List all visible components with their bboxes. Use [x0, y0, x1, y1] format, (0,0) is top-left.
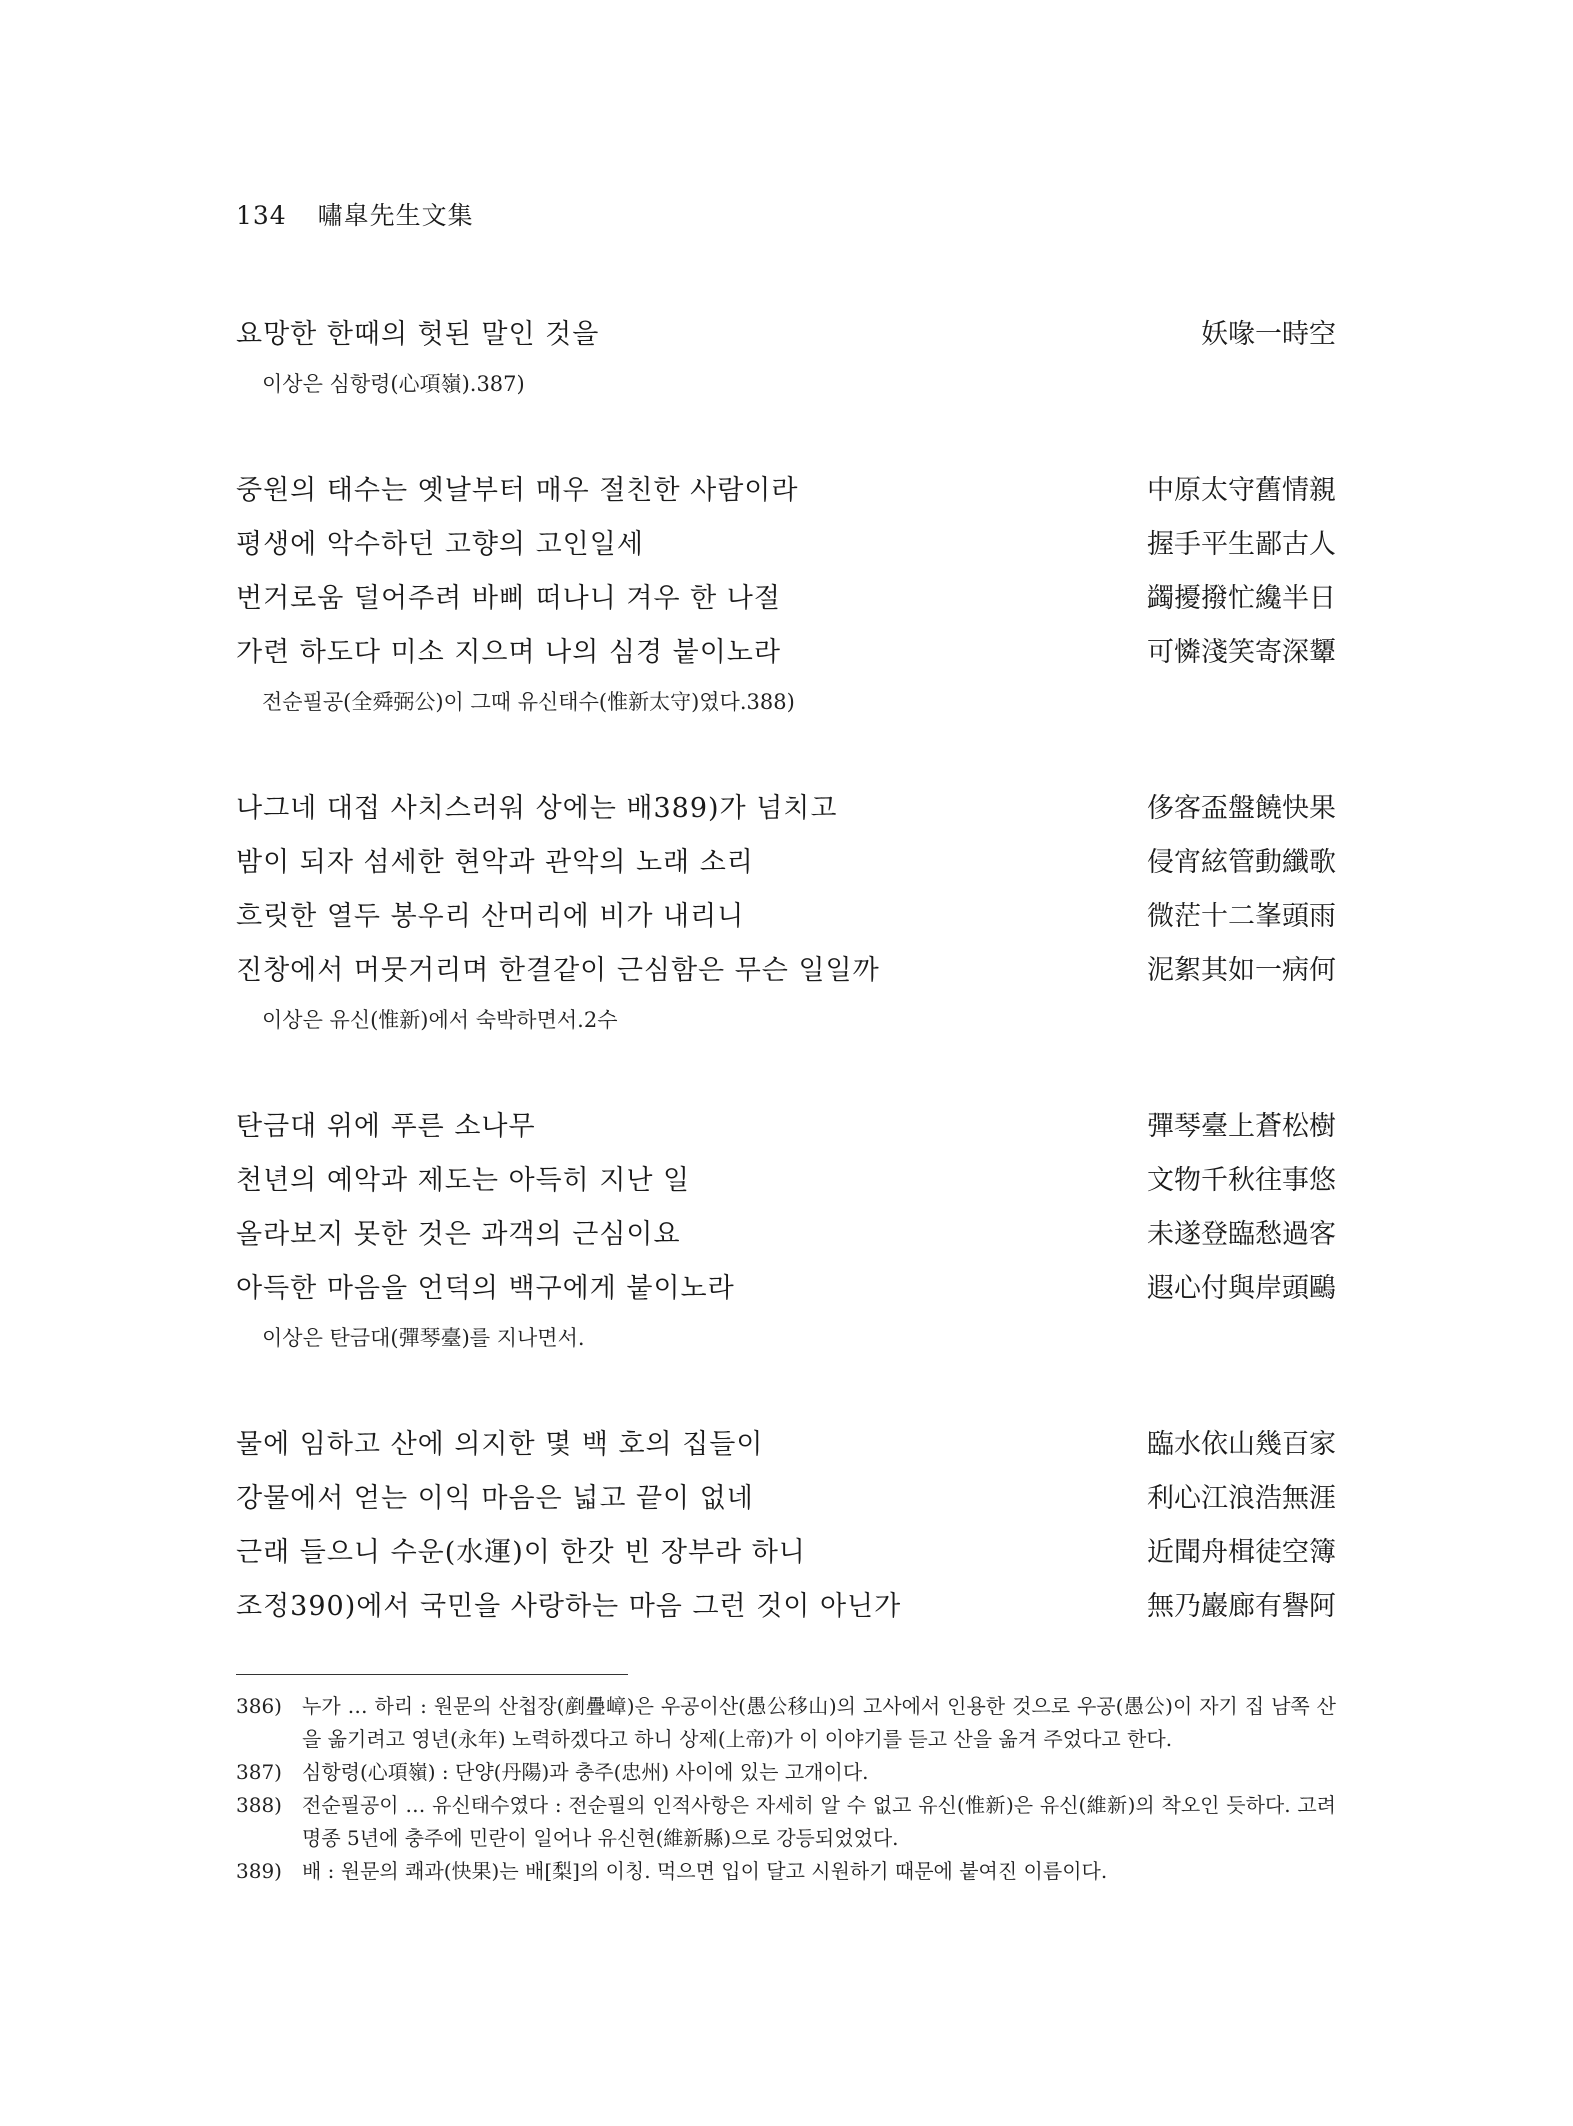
korean-translation: 강물에서 얻는 이익 마음은 넓고 끝이 없네 — [236, 1483, 754, 1514]
chinese-original: 遐心付與岸頭鷗 — [1147, 1273, 1336, 1304]
verse-line — [236, 1154, 1336, 1208]
chinese-original: 泥絮其如一病何 — [1147, 955, 1336, 986]
verse-line — [236, 1208, 1336, 1262]
verse-line — [236, 1526, 1336, 1580]
verse-line — [236, 464, 1336, 518]
korean-translation: 가련 하도다 미소 지으며 나의 심경 붙이노라 — [236, 637, 781, 668]
verse-line — [236, 1262, 1336, 1316]
stanza — [236, 308, 1336, 406]
chinese-original: 侈客盃盤饒快果 — [1147, 793, 1336, 824]
footnote-text: 심항령(心項嶺) : 단양(丹陽)과 충주(忠州) 사이에 있는 고개이다. — [302, 1760, 869, 1784]
korean-translation: 흐릿한 열두 봉우리 산머리에 비가 내리니 — [236, 901, 745, 932]
korean-translation: 요망한 한때의 헛된 말인 것을 — [236, 319, 600, 350]
chinese-original: 侵宵絃管動纖歌 — [1147, 847, 1336, 878]
poem-body — [236, 308, 1336, 1692]
footnote-number: 389) — [236, 1859, 282, 1883]
korean-translation: 진창에서 머뭇거리며 한결같이 근심함은 무슨 일일까 — [236, 955, 880, 986]
footnotes — [236, 1690, 1336, 1888]
verse-line — [236, 572, 1336, 626]
chinese-original: 臨水依山幾百家 — [1147, 1429, 1336, 1460]
korean-translation: 탄금대 위에 푸른 소나무 — [236, 1111, 536, 1142]
korean-translation: 조정390)에서 국민을 사랑하는 마음 그런 것이 아닌가 — [236, 1591, 902, 1622]
chinese-original: 利心江浪浩無涯 — [1147, 1483, 1336, 1514]
verse-line — [236, 1100, 1336, 1154]
korean-translation: 근래 들으니 수운(水運)이 한갓 빈 장부라 하니 — [236, 1537, 806, 1568]
korean-translation: 나그네 대접 사치스러워 상에는 배389)가 넘치고 — [236, 793, 838, 824]
stanza — [236, 1100, 1336, 1360]
chinese-original: 中原太守舊情親 — [1147, 475, 1336, 506]
chinese-original: 近聞舟楫徒空簿 — [1147, 1537, 1336, 1568]
korean-translation: 번거로움 덜어주려 바삐 떠나니 겨우 한 나절 — [236, 583, 781, 614]
korean-translation: 밤이 되자 섬세한 현악과 관악의 노래 소리 — [236, 847, 754, 878]
korean-translation: 물에 임하고 산에 의지한 몇 백 호의 집들이 — [236, 1429, 764, 1460]
footnote — [236, 1756, 1336, 1789]
korean-translation: 아득한 마음을 언덕의 백구에게 붙이노라 — [236, 1273, 735, 1304]
korean-translation: 천년의 예악과 제도는 아득히 지난 일 — [236, 1165, 691, 1196]
chinese-original: 微茫十二峯頭雨 — [1147, 901, 1336, 932]
verse-line — [236, 518, 1336, 572]
page-number: 134 — [236, 201, 287, 230]
chinese-original: 文物千秋往事悠 — [1147, 1165, 1336, 1196]
chinese-original: 蠲擾撥忙纔半日 — [1147, 583, 1336, 614]
verse-line — [236, 1418, 1336, 1472]
footnote — [236, 1789, 1336, 1855]
verse-line — [236, 1580, 1336, 1634]
footnote-text: 배 : 원문의 쾌과(快果)는 배[梨]의 이칭. 먹으면 입이 달고 시원하기 때문에 붙여진 이름이다. — [302, 1859, 1108, 1883]
stanza-note: 이상은 심항령(心項嶺).387) — [262, 372, 525, 396]
chinese-original: 未遂登臨愁過客 — [1147, 1219, 1336, 1250]
chinese-original: 妖喙一時空 — [1201, 319, 1336, 350]
stanza — [236, 464, 1336, 724]
footnote-text: 누가 … 하리 : 원문의 산첩장(剷疊嶂)은 우공이산(愚公移山)의 고사에서 인용한 것으로 우공(愚公)이 자기 집 남쪽 산을 옮기려고 영년(永年) 노력하겠다고 하니 상제(上帝)가 이 이야기를 듣고 산을 옮겨 주었다고 한다. — [302, 1694, 1336, 1751]
verse-line — [236, 308, 1336, 362]
korean-translation: 중원의 태수는 옛날부터 매우 절친한 사람이라 — [236, 475, 799, 506]
running-header — [236, 196, 474, 232]
chinese-original: 可憐淺笑寄深顰 — [1147, 637, 1336, 668]
verse-line — [236, 890, 1336, 944]
chinese-original: 握手平生鄙古人 — [1147, 529, 1336, 560]
footnote-number: 387) — [236, 1760, 282, 1784]
korean-translation: 평생에 악수하던 고향의 고인일세 — [236, 529, 644, 560]
chinese-original: 彈琴臺上蒼松樹 — [1147, 1111, 1336, 1142]
verse-line — [236, 836, 1336, 890]
stanza — [236, 1418, 1336, 1634]
verse-line — [236, 626, 1336, 680]
verse-line — [236, 944, 1336, 998]
korean-translation: 올라보지 못한 것은 과객의 근심이요 — [236, 1219, 681, 1250]
stanza-note: 전순필공(全舜弼公)이 그때 유신태수(惟新太守)였다.388) — [262, 690, 795, 714]
footnote-text: 전순필공이 … 유신태수였다 : 전순필의 인적사항은 자세히 알 수 없고 유신(惟新)은 유신(維新)의 착오인 듯하다. 고려 명종 5년에 충주에 민란이 일어나 유신현(維新縣)으로 강등되었었다. — [302, 1793, 1336, 1850]
footnote-divider — [236, 1674, 628, 1675]
footnote-number: 386) — [236, 1694, 282, 1718]
book-title: 嘯皐先生文集 — [317, 201, 474, 230]
stanza-note: 이상은 유신(惟新)에서 숙박하면서.2수 — [262, 1008, 618, 1032]
stanza — [236, 782, 1336, 1042]
footnote — [236, 1690, 1336, 1756]
stanza-note: 이상은 탄금대(彈琴臺)를 지나면서. — [262, 1326, 585, 1350]
footnote-number: 388) — [236, 1793, 282, 1817]
verse-line — [236, 1472, 1336, 1526]
verse-line — [236, 782, 1336, 836]
chinese-original: 無乃巖廊有譽阿 — [1147, 1591, 1336, 1622]
footnote — [236, 1855, 1336, 1888]
